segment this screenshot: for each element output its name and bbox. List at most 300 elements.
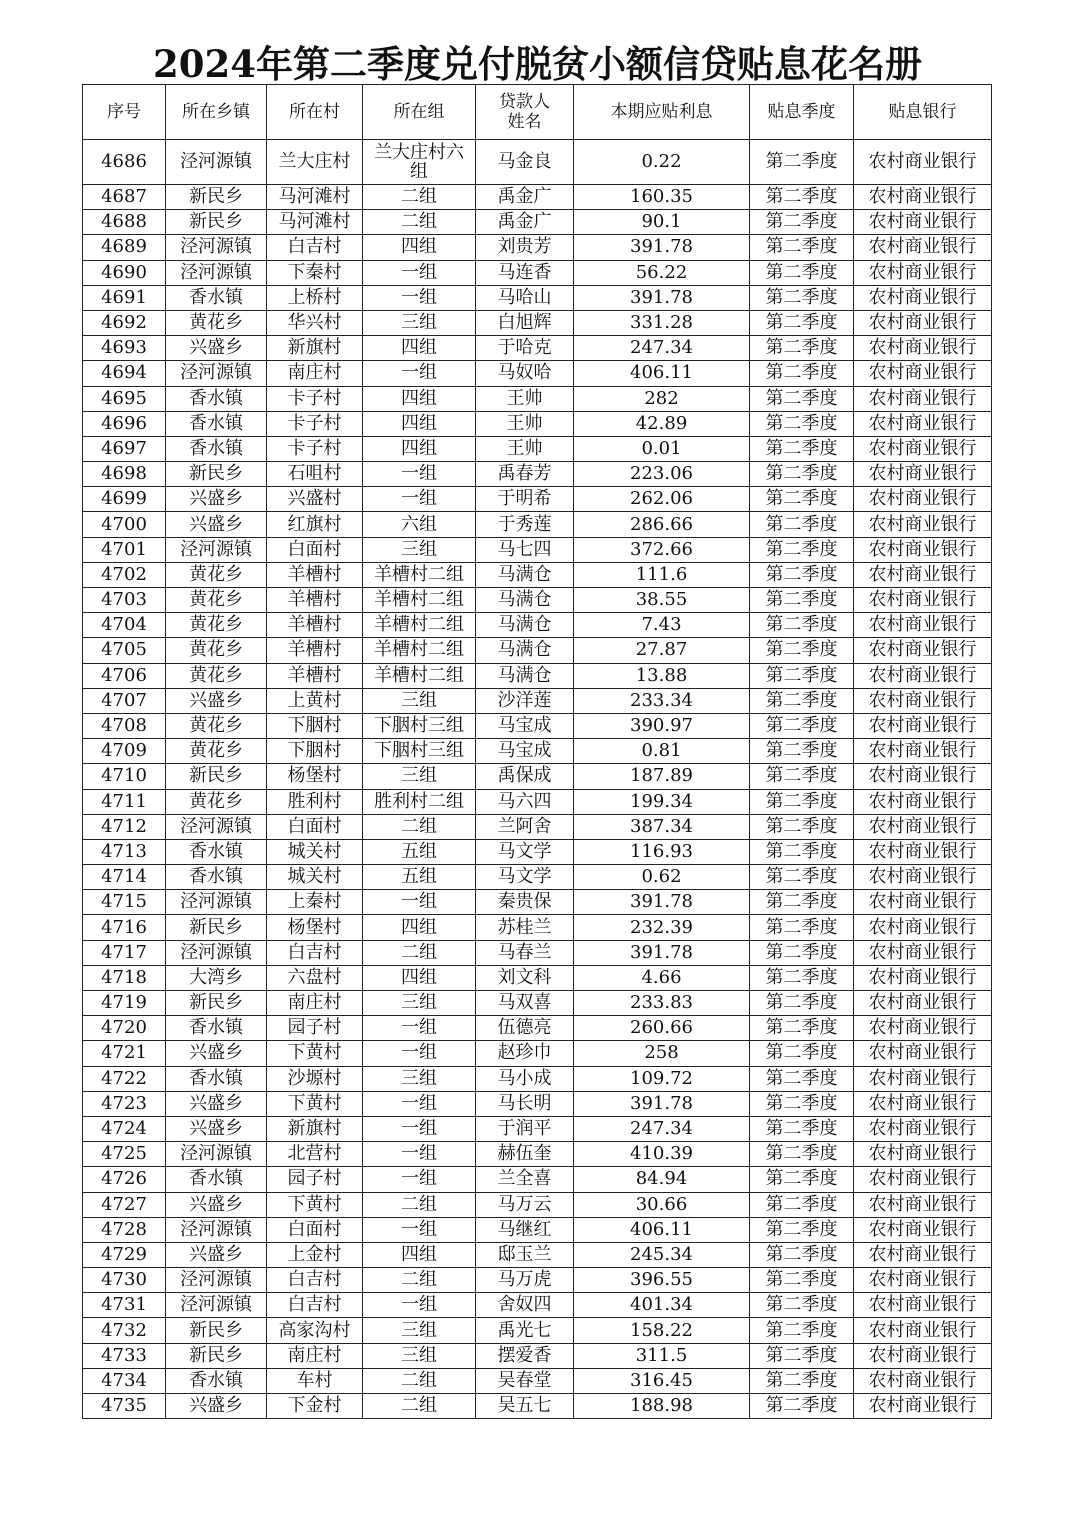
cell-township: 黄花乡 — [166, 713, 267, 738]
cell-quarter: 第二季度 — [750, 688, 854, 713]
cell-quarter: 第二季度 — [750, 386, 854, 411]
cell-village: 高家沟村 — [267, 1318, 363, 1343]
cell-interest: 0.62 — [574, 865, 750, 890]
cell-serial: 4733 — [83, 1343, 166, 1368]
cell-serial: 4687 — [83, 185, 166, 210]
header-village: 所在村 — [267, 85, 363, 140]
cell-borrower: 马满仓 — [476, 638, 574, 663]
cell-township: 兴盛乡 — [166, 1394, 267, 1419]
cell-township: 泾河源镇 — [166, 1217, 267, 1242]
table-row — [83, 1142, 992, 1167]
cell-bank: 农村商业银行 — [854, 1142, 992, 1167]
cell-serial: 4727 — [83, 1192, 166, 1217]
cell-quarter: 第二季度 — [750, 1217, 854, 1242]
cell-township: 香水镇 — [166, 839, 267, 864]
cell-township: 新民乡 — [166, 764, 267, 789]
cell-interest: 27.87 — [574, 638, 750, 663]
cell-village: 兰大庄村 — [267, 140, 363, 185]
cell-interest: 282 — [574, 386, 750, 411]
cell-quarter: 第二季度 — [750, 1268, 854, 1293]
cell-village: 下黄村 — [267, 1091, 363, 1116]
cell-township: 泾河源镇 — [166, 814, 267, 839]
cell-quarter: 第二季度 — [750, 890, 854, 915]
cell-bank: 农村商业银行 — [854, 588, 992, 613]
table-row — [83, 285, 992, 310]
cell-quarter: 第二季度 — [750, 839, 854, 864]
cell-quarter: 第二季度 — [750, 537, 854, 562]
cell-group: 三组 — [363, 1318, 476, 1343]
cell-serial: 4695 — [83, 386, 166, 411]
cell-group: 三组 — [363, 310, 476, 335]
cell-quarter: 第二季度 — [750, 915, 854, 940]
cell-serial: 4718 — [83, 965, 166, 990]
cell-quarter: 第二季度 — [750, 1041, 854, 1066]
cell-borrower: 赫伍奎 — [476, 1142, 574, 1167]
cell-quarter: 第二季度 — [750, 1142, 854, 1167]
cell-group: 一组 — [363, 1116, 476, 1141]
cell-group: 一组 — [363, 361, 476, 386]
cell-interest: 247.34 — [574, 1116, 750, 1141]
cell-serial: 4700 — [83, 512, 166, 537]
cell-bank: 农村商业银行 — [854, 613, 992, 638]
cell-interest: 410.39 — [574, 1142, 750, 1167]
table-row — [83, 185, 992, 210]
table-row — [83, 915, 992, 940]
cell-village: 园子村 — [267, 1167, 363, 1192]
cell-group: 羊槽村二组 — [363, 613, 476, 638]
cell-village: 南庄村 — [267, 991, 363, 1016]
table-row — [83, 1041, 992, 1066]
cell-serial: 4707 — [83, 688, 166, 713]
cell-township: 黄花乡 — [166, 588, 267, 613]
cell-borrower: 兰阿舍 — [476, 814, 574, 839]
cell-group: 四组 — [363, 235, 476, 260]
cell-quarter: 第二季度 — [750, 1394, 854, 1419]
cell-quarter: 第二季度 — [750, 1116, 854, 1141]
table-row — [83, 235, 992, 260]
cell-borrower: 沙洋莲 — [476, 688, 574, 713]
cell-group: 羊槽村二组 — [363, 663, 476, 688]
cell-group: 二组 — [363, 1192, 476, 1217]
cell-borrower: 马万云 — [476, 1192, 574, 1217]
cell-group: 四组 — [363, 436, 476, 461]
cell-quarter: 第二季度 — [750, 436, 854, 461]
cell-borrower: 马哈山 — [476, 285, 574, 310]
cell-township: 香水镇 — [166, 1016, 267, 1041]
cell-village: 红旗村 — [267, 512, 363, 537]
cell-village: 白吉村 — [267, 1293, 363, 1318]
cell-interest: 42.89 — [574, 411, 750, 436]
cell-borrower: 王帅 — [476, 411, 574, 436]
cell-borrower: 马金良 — [476, 140, 574, 185]
cell-group: 一组 — [363, 285, 476, 310]
cell-bank: 农村商业银行 — [854, 965, 992, 990]
cell-serial: 4686 — [83, 140, 166, 185]
cell-village: 新旗村 — [267, 1116, 363, 1141]
cell-serial: 4692 — [83, 310, 166, 335]
cell-bank: 农村商业银行 — [854, 638, 992, 663]
cell-township: 香水镇 — [166, 1066, 267, 1091]
cell-interest: 396.55 — [574, 1268, 750, 1293]
header-group: 所在组 — [363, 85, 476, 140]
cell-serial: 4712 — [83, 814, 166, 839]
table-row — [83, 839, 992, 864]
table-row — [83, 1192, 992, 1217]
cell-quarter: 第二季度 — [750, 1293, 854, 1318]
cell-village: 沙塬村 — [267, 1066, 363, 1091]
cell-serial: 4723 — [83, 1091, 166, 1116]
cell-bank: 农村商业银行 — [854, 185, 992, 210]
cell-borrower: 马双喜 — [476, 991, 574, 1016]
cell-quarter: 第二季度 — [750, 1016, 854, 1041]
cell-bank: 农村商业银行 — [854, 839, 992, 864]
cell-bank: 农村商业银行 — [854, 1318, 992, 1343]
cell-township: 泾河源镇 — [166, 140, 267, 185]
cell-interest: 260.66 — [574, 1016, 750, 1041]
cell-quarter: 第二季度 — [750, 613, 854, 638]
cell-township: 新民乡 — [166, 462, 267, 487]
cell-township: 泾河源镇 — [166, 890, 267, 915]
cell-serial: 4715 — [83, 890, 166, 915]
cell-serial: 4706 — [83, 663, 166, 688]
cell-borrower: 王帅 — [476, 386, 574, 411]
cell-serial: 4705 — [83, 638, 166, 663]
table-row — [83, 1368, 992, 1393]
header-serial: 序号 — [83, 85, 166, 140]
cell-interest: 262.06 — [574, 487, 750, 512]
cell-group: 二组 — [363, 814, 476, 839]
cell-interest: 116.93 — [574, 839, 750, 864]
cell-township: 兴盛乡 — [166, 1192, 267, 1217]
cell-township: 黄花乡 — [166, 638, 267, 663]
cell-group: 羊槽村二组 — [363, 588, 476, 613]
cell-interest: 84.94 — [574, 1167, 750, 1192]
cell-group: 一组 — [363, 1142, 476, 1167]
table-row — [83, 361, 992, 386]
cell-interest: 233.83 — [574, 991, 750, 1016]
cell-borrower: 马满仓 — [476, 588, 574, 613]
cell-village: 上金村 — [267, 1242, 363, 1267]
cell-village: 白面村 — [267, 1217, 363, 1242]
cell-quarter: 第二季度 — [750, 1091, 854, 1116]
cell-serial: 4730 — [83, 1268, 166, 1293]
table-row — [83, 940, 992, 965]
cell-village: 杨堡村 — [267, 764, 363, 789]
cell-township: 黄花乡 — [166, 739, 267, 764]
table-row — [83, 1091, 992, 1116]
cell-interest: 406.11 — [574, 361, 750, 386]
cell-village: 下黄村 — [267, 1192, 363, 1217]
cell-bank: 农村商业银行 — [854, 1016, 992, 1041]
document-title: 2024年第二季度兑付脱贫小额信贷贴息花名册 — [153, 42, 922, 86]
cell-interest: 187.89 — [574, 764, 750, 789]
cell-bank: 农村商业银行 — [854, 361, 992, 386]
cell-group: 二组 — [363, 940, 476, 965]
cell-serial: 4709 — [83, 739, 166, 764]
cell-bank: 农村商业银行 — [854, 411, 992, 436]
table-row — [83, 537, 992, 562]
table-row — [83, 1293, 992, 1318]
cell-borrower: 于明希 — [476, 487, 574, 512]
cell-village: 下胭村 — [267, 739, 363, 764]
cell-bank: 农村商业银行 — [854, 789, 992, 814]
cell-township: 兴盛乡 — [166, 1041, 267, 1066]
cell-group: 一组 — [363, 487, 476, 512]
cell-borrower: 于哈克 — [476, 336, 574, 361]
cell-serial: 4734 — [83, 1368, 166, 1393]
cell-bank: 农村商业银行 — [854, 814, 992, 839]
cell-township: 泾河源镇 — [166, 940, 267, 965]
cell-quarter: 第二季度 — [750, 1066, 854, 1091]
cell-serial: 4729 — [83, 1242, 166, 1267]
cell-borrower: 禹光七 — [476, 1318, 574, 1343]
cell-interest: 391.78 — [574, 285, 750, 310]
cell-village: 城关村 — [267, 839, 363, 864]
cell-interest: 245.34 — [574, 1242, 750, 1267]
cell-group: 三组 — [363, 1343, 476, 1368]
table-row — [83, 1016, 992, 1041]
table-row — [83, 890, 992, 915]
cell-borrower: 马小成 — [476, 1066, 574, 1091]
cell-group: 二组 — [363, 1394, 476, 1419]
cell-bank: 农村商业银行 — [854, 688, 992, 713]
cell-serial: 4691 — [83, 285, 166, 310]
cell-township: 新民乡 — [166, 185, 267, 210]
cell-group: 一组 — [363, 1217, 476, 1242]
cell-interest: 30.66 — [574, 1192, 750, 1217]
cell-interest: 232.39 — [574, 915, 750, 940]
cell-serial: 4704 — [83, 613, 166, 638]
table-row — [83, 260, 992, 285]
cell-serial: 4717 — [83, 940, 166, 965]
cell-serial: 4726 — [83, 1167, 166, 1192]
cell-village: 羊槽村 — [267, 562, 363, 587]
cell-township: 泾河源镇 — [166, 235, 267, 260]
cell-borrower: 禹金广 — [476, 185, 574, 210]
cell-borrower: 马宝成 — [476, 713, 574, 738]
cell-bank: 农村商业银行 — [854, 336, 992, 361]
cell-interest: 247.34 — [574, 336, 750, 361]
cell-serial: 4690 — [83, 260, 166, 285]
cell-township: 大湾乡 — [166, 965, 267, 990]
table-row — [83, 991, 992, 1016]
cell-bank: 农村商业银行 — [854, 1116, 992, 1141]
cell-township: 兴盛乡 — [166, 1091, 267, 1116]
cell-quarter: 第二季度 — [750, 210, 854, 235]
cell-interest: 311.5 — [574, 1343, 750, 1368]
cell-group: 一组 — [363, 1293, 476, 1318]
cell-serial: 4701 — [83, 537, 166, 562]
cell-bank: 农村商业银行 — [854, 739, 992, 764]
cell-interest: 38.55 — [574, 588, 750, 613]
cell-borrower: 兰全喜 — [476, 1167, 574, 1192]
cell-quarter: 第二季度 — [750, 1343, 854, 1368]
table-row — [83, 739, 992, 764]
cell-interest: 406.11 — [574, 1217, 750, 1242]
cell-borrower: 舍奴四 — [476, 1293, 574, 1318]
cell-village: 羊槽村 — [267, 638, 363, 663]
cell-bank: 农村商业银行 — [854, 235, 992, 260]
cell-bank: 农村商业银行 — [854, 285, 992, 310]
cell-group: 下胭村三组 — [363, 739, 476, 764]
cell-bank: 农村商业银行 — [854, 1192, 992, 1217]
cell-borrower: 摆爱香 — [476, 1343, 574, 1368]
cell-bank: 农村商业银行 — [854, 1368, 992, 1393]
cell-bank: 农村商业银行 — [854, 1167, 992, 1192]
cell-serial: 4722 — [83, 1066, 166, 1091]
cell-group: 二组 — [363, 210, 476, 235]
cell-serial: 4731 — [83, 1293, 166, 1318]
cell-village: 下金村 — [267, 1394, 363, 1419]
cell-village: 下秦村 — [267, 260, 363, 285]
cell-township: 香水镇 — [166, 1167, 267, 1192]
cell-bank: 农村商业银行 — [854, 1041, 992, 1066]
cell-quarter: 第二季度 — [750, 1192, 854, 1217]
cell-bank: 农村商业银行 — [854, 210, 992, 235]
cell-township: 香水镇 — [166, 436, 267, 461]
cell-group: 二组 — [363, 185, 476, 210]
cell-interest: 391.78 — [574, 940, 750, 965]
cell-interest: 4.66 — [574, 965, 750, 990]
cell-township: 香水镇 — [166, 411, 267, 436]
header-quarter: 贴息季度 — [750, 85, 854, 140]
cell-village: 卡子村 — [267, 436, 363, 461]
cell-township: 泾河源镇 — [166, 1268, 267, 1293]
header-borrower: 贷款人姓名 — [476, 85, 574, 140]
cell-quarter: 第二季度 — [750, 562, 854, 587]
cell-group: 三组 — [363, 688, 476, 713]
cell-interest: 233.34 — [574, 688, 750, 713]
cell-township: 兴盛乡 — [166, 688, 267, 713]
cell-quarter: 第二季度 — [750, 185, 854, 210]
cell-serial: 4688 — [83, 210, 166, 235]
cell-interest: 7.43 — [574, 613, 750, 638]
cell-serial: 4725 — [83, 1142, 166, 1167]
cell-village: 新旗村 — [267, 336, 363, 361]
cell-bank: 农村商业银行 — [854, 865, 992, 890]
cell-borrower: 马文学 — [476, 839, 574, 864]
cell-quarter: 第二季度 — [750, 260, 854, 285]
cell-bank: 农村商业银行 — [854, 1394, 992, 1419]
cell-bank: 农村商业银行 — [854, 140, 992, 185]
cell-village: 卡子村 — [267, 386, 363, 411]
table-row — [83, 789, 992, 814]
table-row — [83, 1268, 992, 1293]
cell-interest: 223.06 — [574, 462, 750, 487]
cell-bank: 农村商业银行 — [854, 386, 992, 411]
cell-borrower: 白旭辉 — [476, 310, 574, 335]
cell-interest: 286.66 — [574, 512, 750, 537]
cell-group: 二组 — [363, 1268, 476, 1293]
cell-interest: 391.78 — [574, 890, 750, 915]
cell-bank: 农村商业银行 — [854, 1217, 992, 1242]
cell-borrower: 秦贵保 — [476, 890, 574, 915]
cell-borrower: 马满仓 — [476, 562, 574, 587]
cell-borrower: 马宝成 — [476, 739, 574, 764]
cell-quarter: 第二季度 — [750, 865, 854, 890]
cell-group: 三组 — [363, 991, 476, 1016]
cell-interest: 158.22 — [574, 1318, 750, 1343]
cell-group: 羊槽村二组 — [363, 562, 476, 587]
cell-group: 四组 — [363, 965, 476, 990]
cell-village: 胜利村 — [267, 789, 363, 814]
cell-township: 香水镇 — [166, 865, 267, 890]
cell-quarter: 第二季度 — [750, 1242, 854, 1267]
cell-quarter: 第二季度 — [750, 487, 854, 512]
cell-township: 泾河源镇 — [166, 537, 267, 562]
cell-bank: 农村商业银行 — [854, 991, 992, 1016]
cell-serial: 4721 — [83, 1041, 166, 1066]
cell-interest: 331.28 — [574, 310, 750, 335]
cell-borrower: 马文学 — [476, 865, 574, 890]
table-row — [83, 411, 992, 436]
cell-bank: 农村商业银行 — [854, 663, 992, 688]
cell-quarter: 第二季度 — [750, 1368, 854, 1393]
cell-township: 泾河源镇 — [166, 361, 267, 386]
cell-serial: 4711 — [83, 789, 166, 814]
cell-village: 南庄村 — [267, 1343, 363, 1368]
table-row — [83, 140, 992, 185]
cell-group: 一组 — [363, 1016, 476, 1041]
cell-serial: 4710 — [83, 764, 166, 789]
cell-group: 胜利村二组 — [363, 789, 476, 814]
cell-township: 香水镇 — [166, 285, 267, 310]
cell-borrower: 马七四 — [476, 537, 574, 562]
cell-township: 黄花乡 — [166, 789, 267, 814]
cell-bank: 农村商业银行 — [854, 764, 992, 789]
cell-interest: 56.22 — [574, 260, 750, 285]
cell-borrower: 吴春堂 — [476, 1368, 574, 1393]
table-row — [83, 764, 992, 789]
cell-interest: 188.98 — [574, 1394, 750, 1419]
cell-serial: 4689 — [83, 235, 166, 260]
cell-interest: 0.22 — [574, 140, 750, 185]
cell-quarter: 第二季度 — [750, 285, 854, 310]
cell-serial: 4713 — [83, 839, 166, 864]
cell-interest: 90.1 — [574, 210, 750, 235]
cell-bank: 农村商业银行 — [854, 1268, 992, 1293]
cell-group: 下胭村三组 — [363, 713, 476, 738]
cell-bank: 农村商业银行 — [854, 462, 992, 487]
cell-group: 四组 — [363, 915, 476, 940]
table-row — [83, 336, 992, 361]
table-row — [83, 462, 992, 487]
cell-quarter: 第二季度 — [750, 789, 854, 814]
cell-township: 泾河源镇 — [166, 1293, 267, 1318]
table-row — [83, 613, 992, 638]
cell-borrower: 赵珍巾 — [476, 1041, 574, 1066]
cell-village: 兴盛村 — [267, 487, 363, 512]
cell-borrower: 邸玉兰 — [476, 1242, 574, 1267]
cell-quarter: 第二季度 — [750, 512, 854, 537]
cell-interest: 316.45 — [574, 1368, 750, 1393]
cell-bank: 农村商业银行 — [854, 436, 992, 461]
cell-group: 一组 — [363, 1091, 476, 1116]
cell-serial: 4714 — [83, 865, 166, 890]
table-row — [83, 663, 992, 688]
table-row — [83, 865, 992, 890]
cell-village: 马河滩村 — [267, 210, 363, 235]
cell-township: 兴盛乡 — [166, 1116, 267, 1141]
subsidy-table — [82, 84, 992, 1419]
cell-borrower: 马满仓 — [476, 613, 574, 638]
cell-township: 新民乡 — [166, 1343, 267, 1368]
cell-interest: 390.97 — [574, 713, 750, 738]
cell-borrower: 马奴哈 — [476, 361, 574, 386]
cell-village: 上秦村 — [267, 890, 363, 915]
cell-quarter: 第二季度 — [750, 638, 854, 663]
cell-village: 华兴村 — [267, 310, 363, 335]
